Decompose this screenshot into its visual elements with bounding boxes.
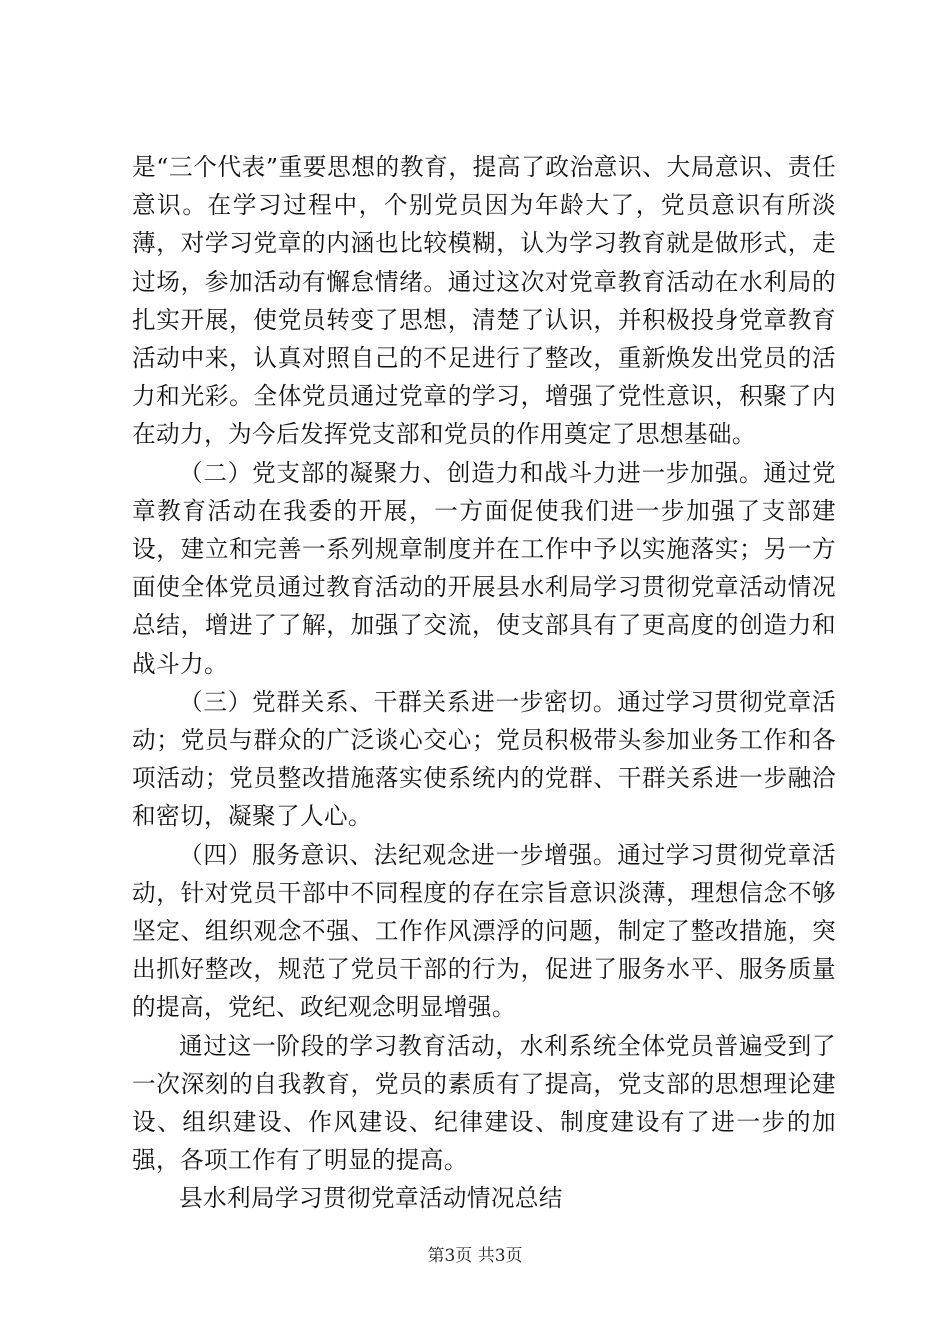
paragraph-section-two: （二）党支部的凝聚力、创造力和战斗力进一步加强。通过党章教育活动在我委的开展，一方面促使我们进一步加强了支部建设，建立和完善一系列规章制度并在工作中予以实施落实；另一方面使全体党员通过教育活动的开展县水利局学习贯彻党章活动情况总结，增进了了解，加强了交流，使支部具有了更高度的创造力和战斗力。 — [132, 458, 836, 678]
paragraph-section-four: （四）服务意识、法纪观念进一步增强。通过学习贯彻党章活动，针对党员干部中不同程度的存在宗旨意识淡薄，理想信念不够坚定、组织观念不强、工作作风漂浮的问题，制定了整改措施，突出抓好整改，规范了党员干部的行为，促进了服务水平、服务质量的提高，党纪、政纪观念明显增强。 — [132, 840, 836, 1022]
document-body — [132, 148, 836, 1218]
paragraph-section-three: （三）党群关系、干群关系进一步密切。通过学习贯彻党章活动；党员与群众的广泛谈心交心；党员积极带头参加业务工作和各项活动；党员整改措施落实使系统内的党群、干群关系进一步融洽和密切，凝聚了人心。 — [132, 687, 836, 831]
document-closing-title: 县水利局学习贯彻党章活动情况总结 — [179, 1184, 563, 1213]
paragraph-continuation: 是“三个代表”重要思想的教育，提高了政治意识、大局意识、责任意识。在学习过程中，个别党员因为年龄大了，党员意识有所淡薄，对学习党章的内涵也比较模糊，认为学习教育就是做形式，走过场，参加活动有懈怠情绪。通过这次对党章教育活动在水利局的扎实开展，使党员转变了思想，清楚了认识，并积极投身党章教育活动中来，认真对照自己的不足进行了整改，重新焕发出党员的活力和光彩。全体党员通过党章的学习，增强了党性意识，积聚了内在动力，为今后发挥党支部和党员的作用奠定了思想基础。 — [132, 153, 836, 449]
page-footer: 第3页 共3页 — [427, 1246, 523, 1266]
paragraph-conclusion: 通过这一阶段的学习教育活动，水利系统全体党员普遍受到了一次深刻的自我教育，党员的素质有了提高，党支部的思想理论建设、组织建设、作风建设、纪律建设、制度建设有了进一步的加强，各项工作有了明显的提高。 — [132, 1031, 836, 1175]
